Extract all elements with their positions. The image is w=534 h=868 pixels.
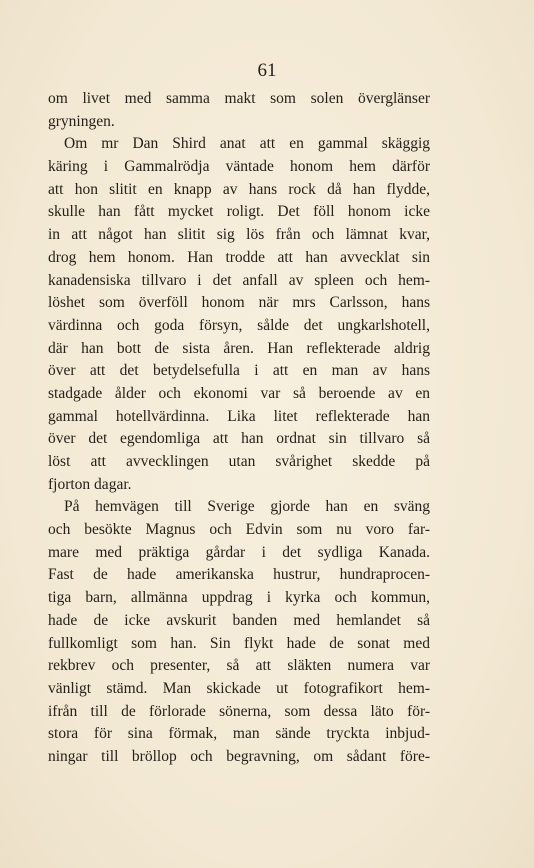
text-line: Om mr Dan Shird anat att en gammal skäggig <box>64 135 430 153</box>
page-number: 61 <box>257 60 277 81</box>
text-line: ifrån till de förlorade sönerna, som dessa läto för- <box>48 702 430 720</box>
text-line: tiga barn, allmänna uppdrag i kyrka och kommun, <box>48 589 430 607</box>
text-line: löshet som överföll honom när mrs Carlsson, hans <box>48 294 430 312</box>
text-line: ningar till bröllop och begravning, om sådant före- <box>48 747 430 765</box>
text-line: löst att avvecklingen utan svårighet skedde på <box>48 453 430 470</box>
text-line: käring i Gammalrödja väntade honom hem därför <box>48 158 430 176</box>
text-line: och besökte Magnus och Edvin som nu voro far- <box>48 521 430 539</box>
text-line: att hon slitit en knapp av hans rock då han flydde, <box>48 180 430 198</box>
text-line: gammal hotellvärdinna. Lika litet reflekterade han <box>48 407 430 425</box>
text-line: mare med präktiga gårdar i det sydliga Kanada. <box>48 543 430 561</box>
text-line: stadgade ålder och ekonomi var så beroende av en <box>48 384 430 402</box>
text-line: Fast de hade amerikanska hustrur, hundraprocen- <box>48 566 430 584</box>
text-line: in att något han slitit sig lös från och lämnat kvar, <box>48 226 430 244</box>
text-line: gryningen. <box>48 112 115 130</box>
text-line: över att det betydelsefulla i att en man av hans <box>48 362 430 380</box>
text-line: värdinna och goda försyn, sålde det ungkarlshotell, <box>48 316 430 334</box>
text-line: kanadensiska tillvaro i det anfall av spleen och hem- <box>48 271 430 289</box>
body-text <box>48 88 430 769</box>
text-line: skulle han fått mycket roligt. Det föll honom icke <box>48 203 430 221</box>
text-line: där han bott de sista åren. Han reflekterade aldrig <box>48 339 430 357</box>
text-line: hade de icke avskurit banden med hemlandet så <box>48 611 430 629</box>
text-line: rekbrev och presenter, så att släkten numera var <box>48 657 430 675</box>
text-line: om livet med samma makt som solen överglänser <box>48 90 430 107</box>
text-line: drog hem honom. Han trodde att han avvecklat sin <box>48 248 430 266</box>
text-line: stora för sina förmak, man sände tryckta inbjud- <box>48 725 430 743</box>
text-line: På hemvägen till Sverige gjorde han en sväng <box>64 498 430 516</box>
text-line: fullkomligt som han. Sin flykt hade de sonat med <box>48 634 430 652</box>
text-line: vänligt stämd. Man skickade ut fotografikort hem- <box>48 679 430 697</box>
text-line: över det egendomliga att han ordnat sin tillvaro så <box>48 430 430 448</box>
text-line: fjorton dagar. <box>48 475 132 493</box>
